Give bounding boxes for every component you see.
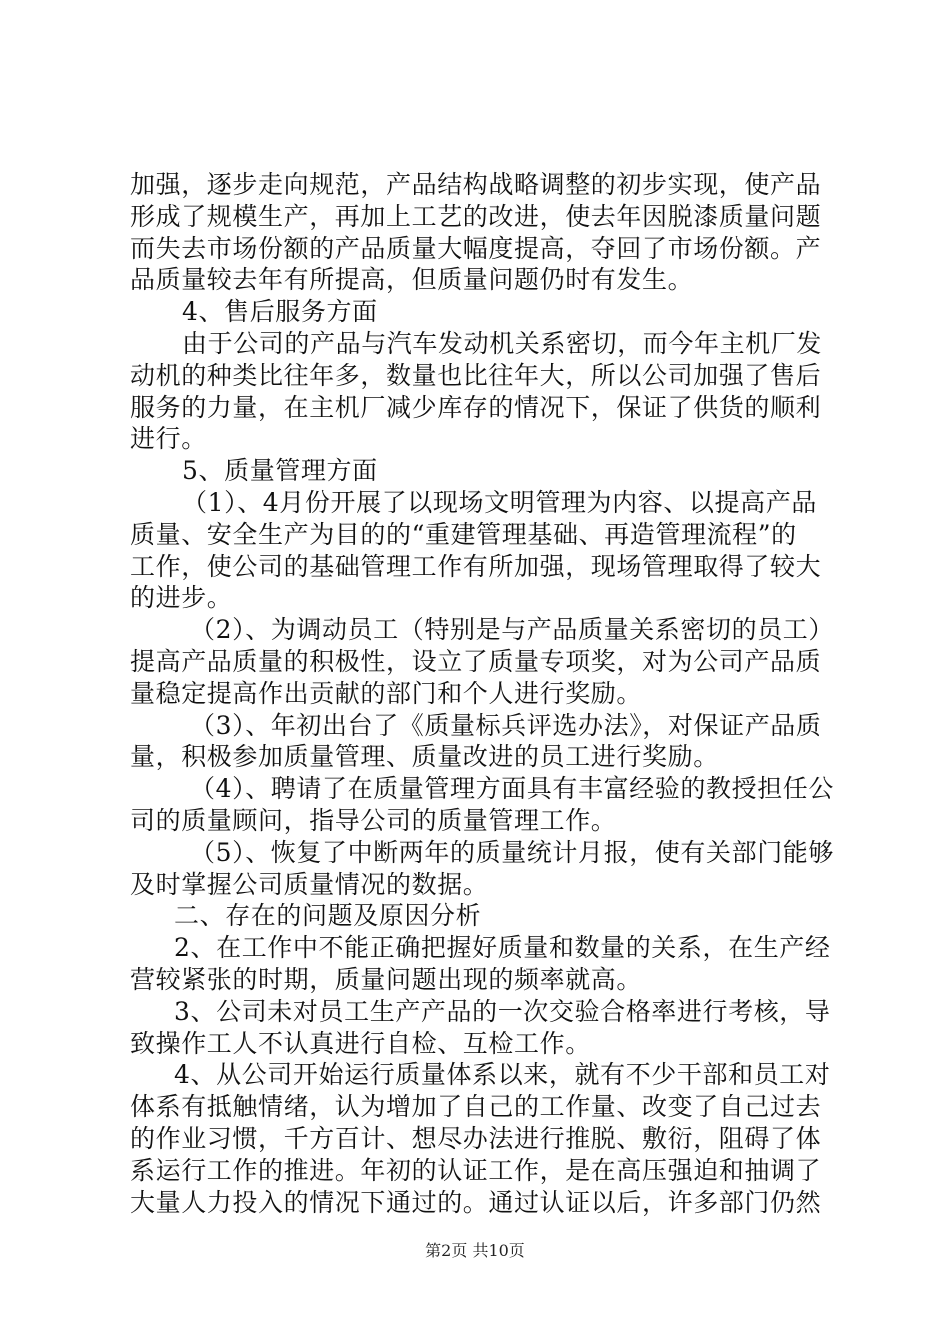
text-line: 提高产品质量的积极性，设立了质量专项奖，对为公司产品质 [130, 646, 822, 676]
text-line: 工作，使公司的基础管理工作有所加强，现场管理取得了较大 [130, 551, 822, 581]
text-line: 体系有抵触情绪，认为增加了自己的工作量、改变了自己过去 [130, 1092, 822, 1122]
text-line: 2、在工作中不能正确把握好质量和数量的关系，在生产经 [174, 933, 831, 963]
text-line: （5）、恢复了中断两年的质量统计月报，使有关部门能够 [190, 837, 835, 867]
text-line: 品质量较去年有所提高，但质量问题仍时有发生。 [130, 265, 694, 295]
text-line: 3、公司未对员工生产产品的一次交验合格率进行考核，导 [174, 996, 831, 1026]
text-line: 4、从公司开始运行质量体系以来，就有不少干部和员工对 [174, 1060, 831, 1090]
text-line: 服务的力量，在主机厂减少库存的情况下，保证了供货的顺利 [130, 392, 822, 422]
text-line: 营较紧张的时期，质量问题出现的频率就高。 [130, 964, 643, 994]
page-number: 第2页 共10页 [425, 1241, 525, 1260]
text-line: 二、存在的问题及原因分析 [174, 901, 482, 931]
text-line: 的进步。 [130, 583, 233, 613]
text-line: 量，积极参加质量管理、质量改进的员工进行奖励。 [130, 742, 719, 772]
text-line: （2）、为调动员工（特别是与产品质量关系密切的员工） [190, 615, 835, 645]
text-line: 而失去市场份额的产品质量大幅度提高，夺回了市场份额。产 [130, 233, 822, 263]
text-line: 由于公司的产品与汽车发动机关系密切，而今年主机厂发 [182, 328, 823, 358]
text-line: 及时掌握公司质量情况的数据。 [130, 869, 489, 899]
text-line: 形成了规模生产，再加上工艺的改进，使去年因脱漆质量问题 [130, 201, 822, 231]
page-footer [0, 1241, 950, 1261]
text-line: 致操作工人不认真进行自检、互检工作。 [130, 1028, 591, 1058]
text-line: 的作业习惯，千方百计、想尽办法进行推脱、敷衍，阻碍了体 [130, 1123, 822, 1153]
document-body [130, 169, 835, 1218]
text-line: （4）、聘请了在质量管理方面具有丰富经验的教授担任公 [190, 774, 835, 804]
text-line: 加强，逐步走向规范，产品结构战略调整的初步实现，使产品 [130, 170, 822, 199]
text-line: 动机的种类比往年多，数量也比往年大，所以公司加强了售后 [130, 360, 822, 390]
text-line: （3）、年初出台了《质量标兵评选办法》，对保证产品质 [190, 710, 822, 740]
text-line: 系运行工作的推进。年初的认证工作，是在高压强迫和抽调了 [130, 1155, 822, 1185]
text-line: 5、质量管理方面 [182, 456, 378, 486]
text-line: 4、售后服务方面 [182, 297, 378, 327]
text-line: 进行。 [130, 424, 207, 454]
text-line: 质量、安全生产为目的的“重建管理基础、再造管理流程”的 [130, 519, 797, 549]
text-line: 量稳定提高作出贡献的部门和个人进行奖励。 [130, 678, 643, 708]
text-line: 司的质量顾问，指导公司的质量管理工作。 [130, 805, 617, 835]
text-line: 大量人力投入的情况下通过的。通过认证以后，许多部门仍然 [130, 1187, 822, 1217]
text-line: （1）、4月份开展了以现场文明管理为内容、以提高产品 [182, 487, 817, 517]
